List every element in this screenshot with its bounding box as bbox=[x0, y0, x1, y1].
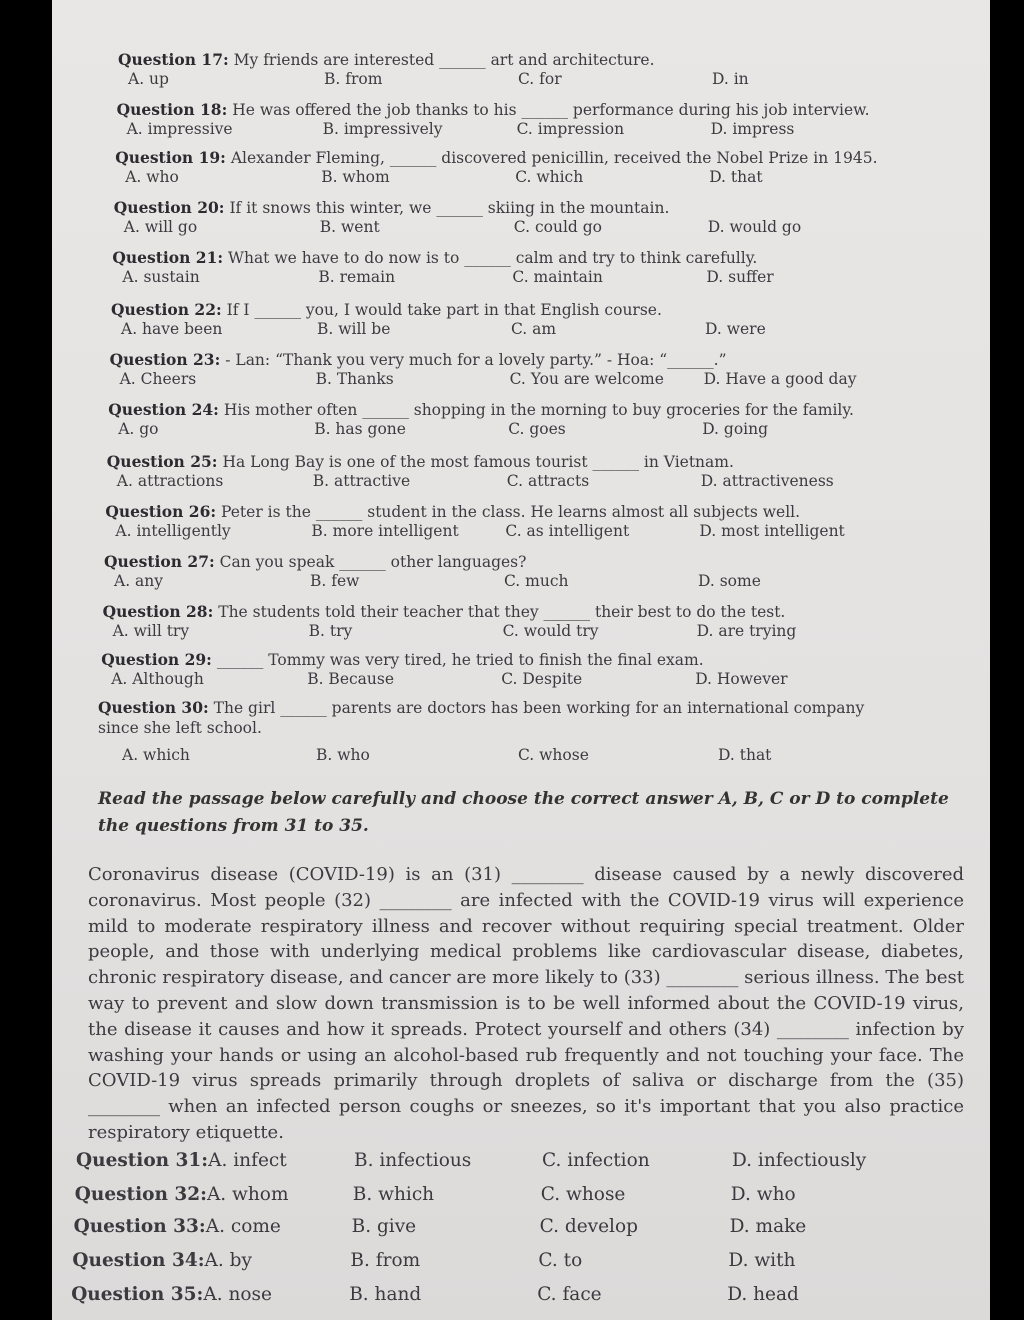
option-d[interactable]: D. most intelligent bbox=[699, 522, 845, 540]
question-item bbox=[108, 400, 968, 440]
option-d[interactable]: D. However bbox=[695, 670, 788, 688]
question-label: Question 34: bbox=[72, 1250, 205, 1271]
option-d[interactable]: D. infectiously bbox=[732, 1150, 867, 1171]
passage-question-row bbox=[76, 1150, 956, 1180]
option-b[interactable]: B. which bbox=[352, 1184, 435, 1205]
option-a[interactable]: A. impressive bbox=[126, 120, 233, 138]
option-a[interactable]: A. attractions bbox=[116, 472, 224, 490]
question-label: Question 32: bbox=[74, 1184, 207, 1205]
question-label: Question 33: bbox=[73, 1216, 206, 1237]
question-label: Question 23: bbox=[109, 350, 221, 369]
option-c[interactable]: C. goes bbox=[508, 420, 566, 438]
question-label: Question 18: bbox=[116, 100, 228, 119]
option-a[interactable]: A. come bbox=[205, 1216, 281, 1237]
option-b[interactable]: B. who bbox=[316, 746, 370, 764]
option-c[interactable]: C. much bbox=[504, 572, 569, 590]
option-d[interactable]: D. impress bbox=[710, 120, 795, 138]
option-d[interactable]: D. going bbox=[702, 420, 769, 438]
option-d[interactable]: D. that bbox=[718, 746, 772, 764]
option-b[interactable]: B. Thanks bbox=[315, 370, 394, 388]
answer-options bbox=[104, 572, 964, 592]
option-a[interactable]: A. go bbox=[118, 420, 159, 438]
question-item bbox=[114, 198, 974, 238]
option-a[interactable]: A. infect bbox=[208, 1150, 287, 1171]
question-text: Alexander Fleming, ______ discovered penicillin, received the Nobel Prize in 1945. bbox=[230, 149, 878, 167]
question-text: ______ Tommy was very tired, he tried to finish the final exam. bbox=[216, 651, 704, 669]
question-text: He was offered the job thanks to his ______ performance during his job interview. bbox=[232, 101, 870, 119]
answer-options bbox=[107, 472, 967, 492]
answer-options bbox=[103, 622, 963, 642]
option-a[interactable]: A. any bbox=[114, 572, 164, 590]
question-label: Question 24: bbox=[108, 400, 219, 419]
question-text: My friends are interested ______ art and architecture. bbox=[233, 51, 655, 69]
passage-question-row bbox=[72, 1250, 952, 1280]
option-b[interactable]: B. give bbox=[351, 1216, 417, 1237]
option-b[interactable]: B. Because bbox=[307, 670, 395, 688]
option-d[interactable]: D. were bbox=[705, 320, 766, 338]
option-c[interactable]: C. am bbox=[511, 320, 557, 338]
question-label: Question 27: bbox=[104, 552, 215, 571]
question-text: If I ______ you, I would take part in that English course. bbox=[226, 301, 662, 319]
question-label: Question 35: bbox=[71, 1284, 204, 1305]
option-d[interactable]: D. that bbox=[709, 168, 763, 186]
option-c[interactable]: C. maintain bbox=[512, 268, 603, 286]
option-b[interactable]: B. whom bbox=[321, 168, 390, 186]
question-item bbox=[115, 148, 975, 188]
question-item bbox=[111, 300, 971, 340]
question-label: Question 26: bbox=[105, 502, 217, 521]
option-b[interactable]: B. from bbox=[350, 1250, 421, 1271]
option-d[interactable]: D. with bbox=[728, 1250, 796, 1271]
option-c[interactable]: C. whose bbox=[518, 746, 589, 764]
option-d[interactable]: D. attractiveness bbox=[700, 472, 834, 490]
option-d[interactable]: D. some bbox=[698, 572, 761, 590]
option-c[interactable]: C. impression bbox=[516, 120, 625, 138]
option-c[interactable]: C. which bbox=[515, 168, 584, 186]
option-c[interactable]: C. for bbox=[518, 70, 562, 88]
option-c[interactable]: C. whose bbox=[540, 1184, 626, 1205]
option-b[interactable]: B. more intelligent bbox=[311, 522, 459, 540]
question-label: Question 31: bbox=[76, 1150, 209, 1171]
question-text: The girl ______ parents are doctors has been working for an international company bbox=[213, 699, 865, 717]
question-label: Question 25: bbox=[106, 452, 218, 471]
question-item bbox=[110, 350, 970, 390]
answer-options bbox=[110, 370, 970, 390]
question-text-cont: since she left school. bbox=[98, 719, 262, 737]
question-text: If it snows this winter, we ______ skiing in the mountain. bbox=[229, 199, 670, 217]
question-text: Ha Long Bay is one of the most famous tourist ______ in Vietnam. bbox=[222, 453, 734, 471]
option-d[interactable]: D. in bbox=[712, 70, 749, 88]
option-a[interactable]: A. have been bbox=[121, 320, 223, 338]
option-b[interactable]: B. few bbox=[310, 572, 360, 590]
question-item bbox=[107, 452, 967, 492]
option-b[interactable]: B. from bbox=[324, 70, 383, 88]
option-c[interactable]: C. could go bbox=[513, 218, 603, 236]
option-c[interactable]: C. Despite bbox=[501, 670, 583, 688]
option-d[interactable]: D. Have a good day bbox=[703, 370, 857, 388]
answer-options bbox=[111, 320, 971, 340]
option-a[interactable]: A. up bbox=[128, 70, 169, 88]
passage-question-row bbox=[74, 1216, 954, 1246]
question-text: The students told their teacher that they ______ their best to do the test. bbox=[218, 603, 786, 621]
option-a[interactable]: A. nose bbox=[203, 1284, 272, 1305]
answer-options bbox=[115, 168, 975, 188]
question-item bbox=[105, 502, 965, 542]
answer-options bbox=[114, 218, 974, 238]
question-30 bbox=[98, 698, 978, 766]
passage-question-row bbox=[75, 1184, 955, 1214]
option-c[interactable]: C. to bbox=[538, 1250, 583, 1271]
question-item bbox=[101, 650, 961, 690]
question-label: Question 20: bbox=[113, 198, 225, 217]
option-b[interactable]: B. remain bbox=[318, 268, 396, 286]
answer-options bbox=[118, 70, 978, 90]
question-label: Question 30: bbox=[98, 698, 209, 717]
exam-paper bbox=[52, 0, 990, 1320]
option-b[interactable]: B. impressively bbox=[322, 120, 443, 138]
question-text: Peter is the ______ student in the class. He learns almost all subjects well. bbox=[221, 503, 801, 521]
reading-passage: Coronavirus disease (COVID-19) is an (31) ________ disease caused by a newly discovered coronavirus. Most people (32) ________ are infected with the COVID-19 virus will experience mild to moderate respiratory illness and recover without requiring special treatment. Older people, and those with underlying medical problems like cardiovascular disease, diabetes, chronic respiratory disease, and cancer are more likely to (33) ________ serious illness. The best way to prevent and slow down transmission is to be well informed about the COVID-19 virus, the disease it causes and how it spreads. Protect yourself and others (34) ________ infection by washing your hands or using an alcohol-based rub frequently and not touching your face. The COVID-19 virus spreads primarily through droplets of saliva or discharge from the (35) ________ when an infected person coughs or sneezes, so it's important that you also practice respiratory etiquette. bbox=[88, 864, 964, 1143]
option-c[interactable]: C. develop bbox=[539, 1216, 638, 1237]
option-b[interactable]: B. try bbox=[308, 622, 353, 640]
option-a[interactable]: A. who bbox=[125, 168, 179, 186]
question-label: Question 19: bbox=[115, 148, 226, 167]
question-item bbox=[117, 100, 977, 140]
option-b[interactable]: B. attractive bbox=[312, 472, 411, 490]
answer-options bbox=[105, 522, 965, 542]
question-item bbox=[104, 552, 964, 592]
option-b[interactable]: B. has gone bbox=[314, 420, 406, 438]
option-a[interactable]: A. sustain bbox=[122, 268, 200, 286]
answer-options bbox=[98, 746, 978, 766]
option-a[interactable]: A. whom bbox=[206, 1184, 289, 1205]
option-d[interactable]: D. are trying bbox=[696, 622, 797, 640]
question-label: Question 29: bbox=[101, 650, 212, 669]
passage-question-row bbox=[71, 1284, 951, 1314]
option-d[interactable]: D. make bbox=[729, 1216, 807, 1237]
answer-options bbox=[112, 268, 972, 288]
option-c[interactable]: C. You are welcome bbox=[509, 370, 664, 388]
option-a[interactable]: A. will try bbox=[112, 622, 190, 640]
question-label: Question 17: bbox=[118, 50, 229, 69]
option-c[interactable]: C. attracts bbox=[506, 472, 590, 490]
answer-options bbox=[101, 670, 961, 690]
answer-options bbox=[108, 420, 968, 440]
question-label: Question 21: bbox=[112, 248, 224, 267]
option-a[interactable]: A. intelligently bbox=[115, 522, 231, 540]
option-a[interactable]: A. which bbox=[122, 746, 190, 764]
question-item bbox=[118, 50, 978, 90]
option-c[interactable]: C. face bbox=[537, 1284, 602, 1305]
question-text: Can you speak ______ other languages? bbox=[219, 553, 527, 571]
option-c[interactable]: C. would try bbox=[502, 622, 599, 640]
question-label: Question 22: bbox=[111, 300, 222, 319]
option-d[interactable]: D. suffer bbox=[706, 268, 774, 286]
option-b[interactable]: B. hand bbox=[349, 1284, 422, 1305]
option-a[interactable]: A. Although bbox=[111, 670, 204, 688]
option-a[interactable]: A. Cheers bbox=[119, 370, 197, 388]
option-d[interactable]: D. head bbox=[727, 1284, 799, 1305]
option-a[interactable]: A. will go bbox=[123, 218, 198, 236]
question-label: Question 28: bbox=[102, 602, 214, 621]
question-text: What we have to do now is to ______ calm and try to think carefully. bbox=[228, 249, 758, 267]
reading-instruction: Read the passage below carefully and choose the correct answer A, B, C or D to complete the questions from 31 to 35. bbox=[98, 789, 949, 836]
answer-options bbox=[117, 120, 977, 140]
option-c[interactable]: C. as intelligent bbox=[505, 522, 630, 540]
option-a[interactable]: A. by bbox=[204, 1250, 252, 1271]
option-b[interactable]: B. will be bbox=[317, 320, 391, 338]
question-text: His mother often ______ shopping in the morning to buy groceries for the family. bbox=[223, 401, 854, 419]
option-b[interactable]: B. infectious bbox=[354, 1150, 472, 1171]
option-d[interactable]: D. who bbox=[730, 1184, 796, 1205]
question-item bbox=[103, 602, 963, 642]
option-d[interactable]: D. would go bbox=[707, 218, 802, 236]
option-c[interactable]: C. infection bbox=[542, 1150, 650, 1171]
question-text: - Lan: “Thank you very much for a lovely party.” - Hoa: “______.” bbox=[225, 351, 727, 369]
option-b[interactable]: B. went bbox=[319, 218, 380, 236]
question-item bbox=[112, 248, 972, 288]
